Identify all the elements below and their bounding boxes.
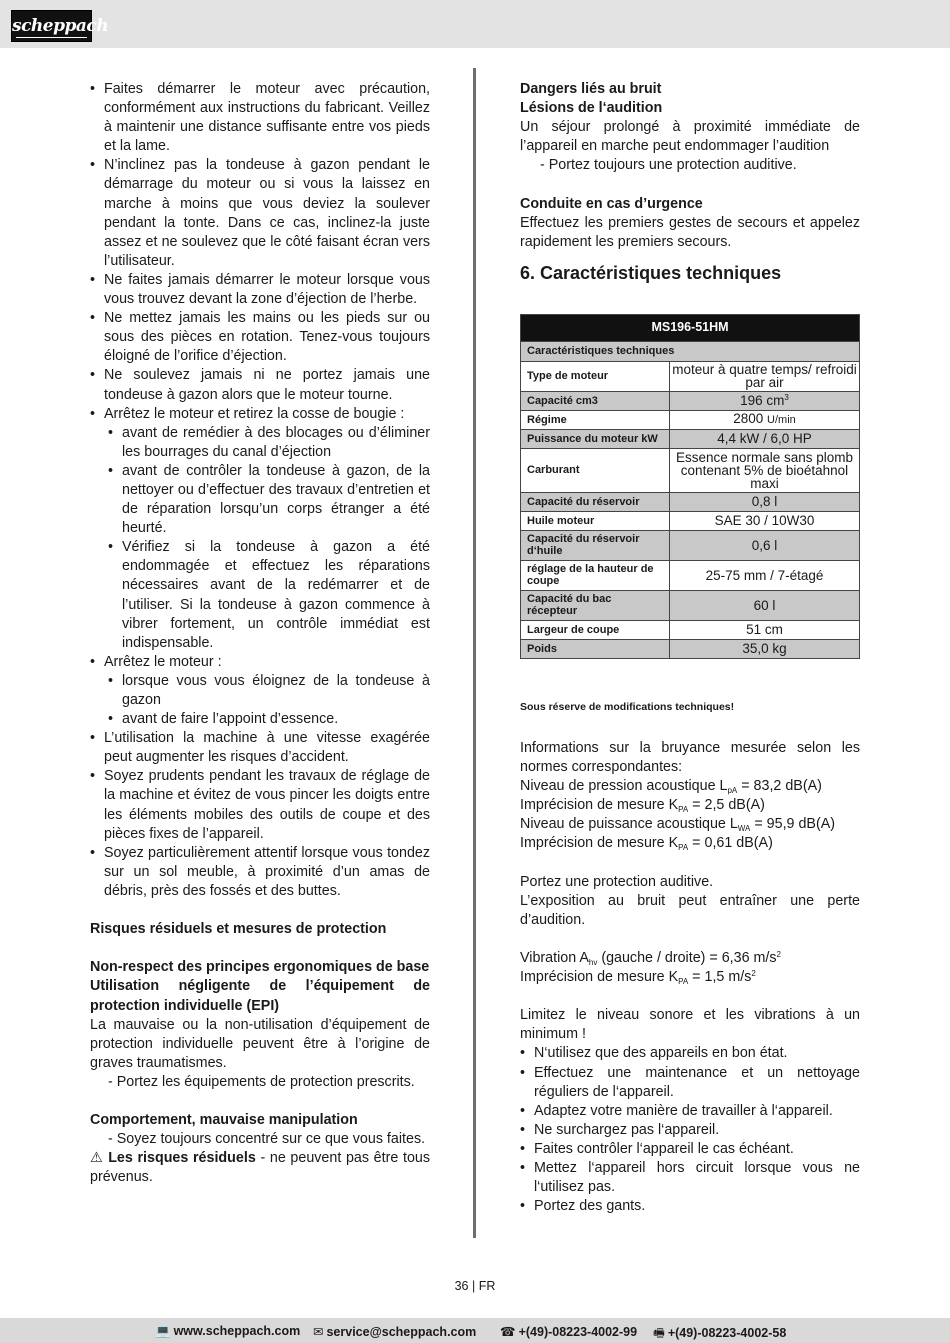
list-item-moteur — [90, 653, 430, 729]
sub-list-item: • avant de faire l’appoint d’essence. — [108, 710, 430, 729]
table-row: Type de moteur moteur à quatre temps/ refroidi par air — [521, 361, 860, 391]
bougie-sublist — [108, 424, 430, 653]
table-row: Puissance du moteur kW 4,4 kW / 6,0 HP — [521, 429, 860, 448]
epi-heading: Utilisation négligente de l’équipement de protection individuelle (EPI) — [90, 978, 430, 1014]
table-row: Capacité du réservoir d‘huile 0,6 l — [521, 530, 860, 560]
list-item: • Soyez prudents pendant les travaux de réglage de la machine et évitez de vous pincer les doigts entre les éléments mobiles des outils de coupe et des pièces fixes de l’appareil. — [90, 767, 430, 843]
footer-fax[interactable]: 🖷 +(49)-08223-4002-58 — [653, 1326, 787, 1340]
sub-list-item: • avant de remédier à des blocages ou d’éliminer les bourrages du canal d’éjection — [108, 424, 430, 462]
vibration-k-line: Imprécision de mesure $K_{PA} = 1,5$ $m/s^2$ — [520, 969, 756, 987]
sub-list-item: • avant de contrôler la tondeuse à gazon, de la nettoyer ou d’effectuer des travaux d’entretien et de réparation lorsqu’un corps étranger a été heurté. — [108, 462, 430, 538]
risques-heading: Risques résiduels et mesures de protection — [90, 921, 387, 938]
sub-list-item: • Vérifiez si la tondeuse à gazon a été endommagée et effectuez les réparations nécessaires avant de la redémarrer et de l’utiliser. Si la tondeuse à gazon commence à vibrer fortement, un contrôle immédiat est indispensable. — [108, 538, 430, 653]
safety-bullet-list — [90, 80, 430, 901]
table-row: Régime 2800 U/min — [521, 410, 860, 429]
header-band — [0, 0, 950, 48]
comportement-dash-item: - Soyez toujours concentré sur ce que vous faites. — [108, 1131, 426, 1148]
bruit-heading: Dangers liés au bruit — [520, 81, 662, 97]
epi-text: La mauvaise ou la non-utilisation d’équipement de protection individuelle peuvent être à l’origine de graves traumatismes. — [90, 1016, 430, 1071]
technical-note: Sous réserve de modifications techniques! — [520, 700, 735, 713]
vibration-line: Vibration $A_{hv}$ (gauche / droite) = 6,36 $m/s^2$ — [520, 949, 781, 967]
table-row: Poids 35,0 kg — [521, 639, 860, 658]
moteur-title: Arrêtez le moteur : — [104, 653, 222, 670]
urgence-text: Effectuez les premiers gestes de secours et appelez rapidement les premiers secours. — [520, 214, 860, 250]
list-item: • Adaptez votre manière de travailler à l‘appareil. — [520, 1102, 860, 1121]
bougie-title: Arrêtez le moteur et retirez la cosse de bougie : — [104, 405, 405, 422]
ergo-heading: Non-respect des principes ergonomiques de base — [90, 959, 430, 976]
footer-phone[interactable]: ☎ +(49)-08223-4002-99 — [500, 1325, 638, 1339]
list-item: • Ne surchargez pas l‘appareil. — [520, 1121, 860, 1140]
sub-list-item: • lorsque vous vous éloignez de la tondeuse à gazon — [108, 672, 430, 710]
list-item: • N‘utilisez que des appareils en bon état. — [520, 1044, 860, 1063]
left-column — [90, 80, 430, 1187]
table-subheader: Caractéristiques techniques — [521, 341, 860, 361]
list-item: • Ne soulevez jamais ni ne portez jamais une tondeuse à gazon alors que le moteur tourne. — [90, 366, 430, 404]
exposition-text: L’exposition au bruit peut entraîner une perte d’audition. — [520, 892, 860, 928]
list-item: • N’inclinez pas la tondeuse à gazon pendant le démarrage du moteur ou si vous la laissez en marche à moins que vous deviez la soulever pendant la tonte. Dans ce cas, inclinez-la juste assez et ne soulevez que le côté faisant écran vers l’utilisateur. — [90, 156, 430, 271]
audition-text: Un séjour prolongé à proximité immédiate de l’appareil en marche peut endommager l’audition — [520, 119, 860, 155]
list-item: • Ne mettez jamais les mains ou les pieds sur ou sous des pièces en rotation. Tenez-vous toujours éloigné de l’orifice d’éjection. — [90, 309, 430, 366]
table-row: Capacité du réservoir 0,8 l — [521, 492, 860, 511]
scheppach-logo: scheppach — [11, 10, 92, 42]
list-item: • Soyez particulièrement attentif lorsque vous tondez sur un sol meuble, à proximité d’un amas de débris, près des fossés et des buttes. — [90, 844, 430, 901]
table-row: Largeur de coupe 51 cm — [521, 620, 860, 639]
list-item: • Faites contrôler l‘appareil le cas échéant. — [520, 1140, 860, 1159]
urgence-heading: Conduite en cas d’urgence — [520, 195, 703, 212]
protection-text: Portez une protection auditive. — [520, 873, 714, 890]
list-item: • Mettez l‘appareil hors circuit lorsque vous ne l‘utilisez pas. — [520, 1159, 860, 1197]
computer-icon: 💻 — [155, 1324, 171, 1338]
section-title: 6. Caractéristiques techniques — [520, 262, 782, 283]
table-row: Huile moteur SAE 30 / 10W30 — [521, 511, 860, 530]
bruyance-text: Informations sur la bruyance mesurée selon les normes correspondantes: — [520, 739, 860, 776]
table-row: Capacité du bac récepteur 60 l — [521, 590, 860, 620]
residuels-paragraph — [90, 1149, 430, 1187]
audition-dash-item: - Portez toujours une protection auditive. — [540, 157, 797, 174]
comportement-heading: Comportement, mauvaise manipulation — [90, 1112, 358, 1129]
epi-dash-item: - Portez les équipements de protection prescrits. — [108, 1073, 415, 1090]
lwa-line: Niveau de puissance acoustique $L_{WA} = 95,9$ dB(A) — [520, 816, 836, 834]
footer-email[interactable]: ✉ service@scheppach.com — [313, 1325, 477, 1339]
list-item: • L’utilisation la machine à une vitesse exagérée peut augmenter les risques d’accident. — [90, 729, 430, 767]
list-item: • Faites démarrer le moteur avec précaution, conformément aux instructions du fabricant. Veillez à maintenir une distance suffisante entre vos pieds et la lame. — [90, 80, 430, 156]
page-number: 36 | FR — [454, 1279, 496, 1293]
column-divider — [473, 68, 476, 1238]
list-item: • Ne faites jamais démarrer le moteur lorsque vous vous trouvez devant la zone d’éjection de l’herbe. — [90, 271, 430, 309]
limitez-text: Limitez le niveau sonore et les vibrations à un minimum ! — [520, 1007, 860, 1043]
mail-icon: ✉ — [313, 1325, 324, 1339]
table-row: Carburant Essence normale sans plomb contenant 5% de bioétahnol maxi — [521, 448, 860, 492]
footer-bar — [0, 1318, 950, 1343]
list-item: • Effectuez une maintenance et un nettoyage réguliers de l‘appareil. — [520, 1064, 860, 1102]
footer-website[interactable]: 💻 www.scheppach.com — [155, 1324, 301, 1338]
residuels-bold: Les risques résiduels — [108, 1150, 256, 1167]
warning-triangle-icon: ⚠ — [90, 1150, 104, 1167]
right-column — [520, 80, 860, 1216]
fax-icon: 🖷 — [653, 1326, 665, 1340]
residuels-rest: - ne peuvent pas être tous prévenus. — [90, 1150, 430, 1186]
limitez-bullet-list — [520, 1044, 860, 1216]
kpa-line: Imprécision de mesure $K_{PA} = 2,5$ dB(A) — [520, 797, 765, 815]
table-row: Capacité cm3 196 $cm^3$ — [521, 391, 860, 410]
list-item-bougie — [90, 405, 430, 653]
lpa-line: Niveau de pression acoustique $L_{pA} = 83,2$ dB(A) — [520, 778, 822, 796]
audition-heading: Lésions de l‘audition — [520, 100, 663, 117]
specs-table — [520, 314, 860, 659]
list-item: • Portez des gants. — [520, 1197, 860, 1216]
table-row: réglage de la hauteur de coupe 25-75 mm / 7-étagé — [521, 560, 860, 590]
moteur-sublist — [108, 672, 430, 729]
model-header: MS196-51HM — [521, 314, 860, 341]
phone-icon: ☎ — [500, 1325, 516, 1339]
kpa-line: Imprécision de mesure $K_{PA} = 0,61$ dB(A) — [520, 835, 773, 853]
